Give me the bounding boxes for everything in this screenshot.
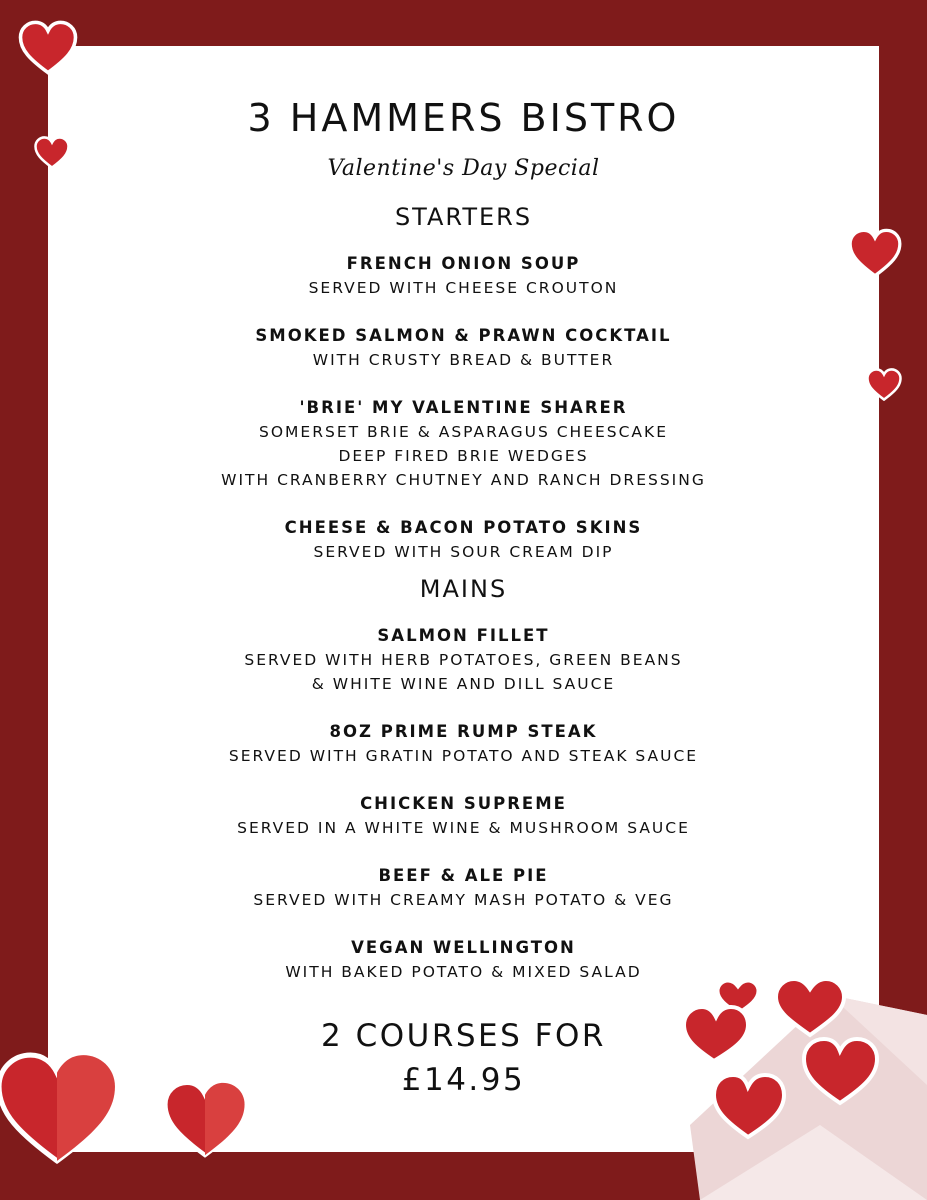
item-description: SOMERSET BRIE & ASPARAGUS CHEESCAKE [259, 422, 668, 441]
heart-icon [18, 20, 78, 75]
item-name: 'BRIE' MY VALENTINE SHARER [299, 397, 628, 417]
item-name: CHICKEN SUPREME [360, 793, 567, 813]
menu-item [48, 864, 879, 912]
menu-item [48, 324, 879, 372]
page-title: 3 HAMMERS BISTRO [247, 96, 680, 140]
menu-item [48, 792, 879, 840]
item-description: WITH BAKED POTATO & MIXED SALAD [285, 962, 642, 981]
envelope-icon [680, 975, 927, 1200]
offer-price: £14.95 [401, 1061, 526, 1098]
starters-heading: STARTERS [394, 203, 533, 231]
menu-subtitle: Valentine's Day Special [327, 156, 600, 181]
item-description: SERVED WITH CHEESE CROUTON [308, 278, 619, 297]
item-description: & WHITE WINE AND DILL SAUCE [311, 674, 616, 693]
starters-list [48, 252, 879, 564]
heart-icon [866, 368, 902, 401]
item-description: WITH CRUSTY BREAD & BUTTER [312, 350, 615, 369]
menu-item [48, 396, 879, 492]
item-name: 8OZ PRIME RUMP STEAK [329, 721, 598, 741]
item-description: WITH CRANBERRY CHUTNEY AND RANCH DRESSING [221, 470, 706, 489]
offer-label: 2 COURSES FOR [321, 1017, 606, 1054]
heart-icon [34, 136, 70, 169]
menu-item [48, 624, 879, 696]
mains-list [48, 624, 879, 984]
menu-item [48, 252, 879, 300]
item-description: SERVED WITH SOUR CREAM DIP [313, 542, 614, 561]
item-description: DEEP FIRED BRIE WEDGES [338, 446, 589, 465]
menu-item [48, 516, 879, 564]
heart-icon [162, 1078, 248, 1160]
mains-heading: MAINS [419, 574, 508, 603]
item-name: FRENCH ONION SOUP [346, 253, 581, 273]
item-name: VEGAN WELLINGTON [351, 937, 576, 957]
menu-content [48, 46, 879, 1102]
item-name: BEEF & ALE PIE [378, 865, 549, 885]
heart-icon [848, 228, 902, 278]
item-name: SALMON FILLET [377, 625, 550, 645]
menu-item [48, 720, 879, 768]
item-name: SMOKED SALMON & PRAWN COCKTAIL [255, 325, 672, 345]
item-name: CHEESE & BACON POTATO SKINS [284, 517, 643, 537]
item-description: SERVED WITH CREAMY MASH POTATO & VEG [253, 890, 674, 909]
item-description: SERVED WITH GRATIN POTATO AND STEAK SAUCE [228, 746, 699, 765]
item-description: SERVED WITH HERB POTATOES, GREEN BEANS [244, 650, 683, 669]
item-description: SERVED IN A WHITE WINE & MUSHROOM SAUCE [237, 818, 690, 837]
heart-icon [0, 1048, 120, 1168]
